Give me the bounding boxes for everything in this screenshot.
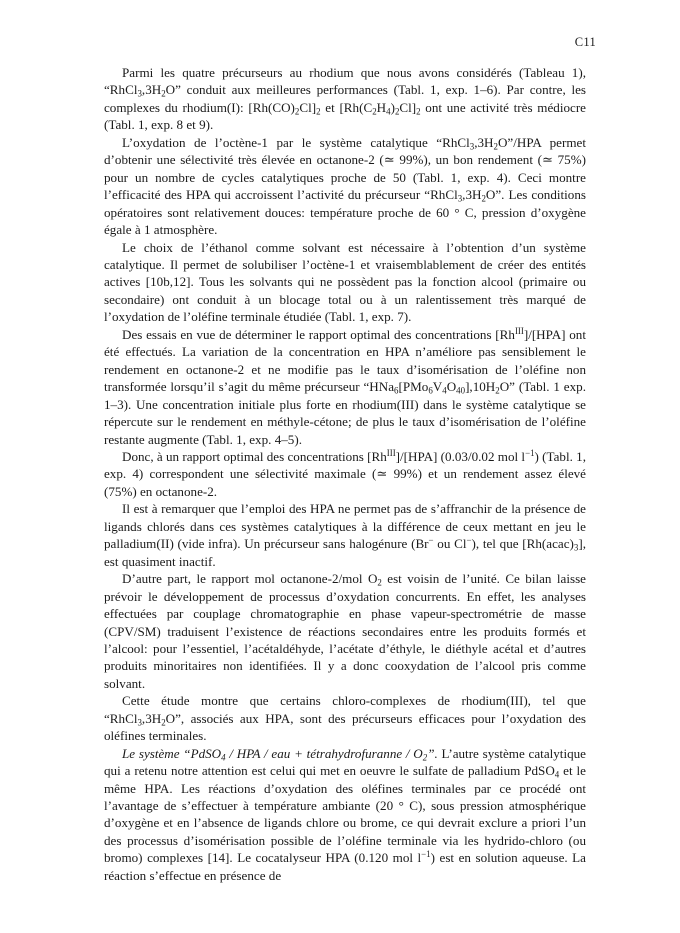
paragraph-oxygen-balance: D’autre part, le rapport mol octanone-2/mol $O_2$ est voisin de l’unité. Ce bilan laisse prévoir le développement de processus d’oxydation concurrents. En effet, les analyses effectuées par couplage chromatographie en phase vapeur-spectrométrie de masse (CPV/SM) traduisent l’existence de réactions secondaires entre les produits formés et l’alcool: pour l’essentiel, l’acétaldéhyde, l’acétate d’éthyle, le diéthyle acétal et d’autres produits minoritaires non identifiées. Il y a donc cooxydation de l’alcool pris comme solvant.	[104, 571, 586, 691]
paragraph-chlorinated-ligands: Il est à remarquer que l’emploi des HPA ne permet pas de s’affranchir de la présence de ligands chlorés dans ces systèmes catalytiques à la différence de ceux mettant en jeu le palladium(II) (vide infra). Un précurseur sans halogénure (Br− ou Cl−), tel que $[Rh(acac)_3]$, est quasiment inactif.	[104, 501, 586, 569]
paragraph-concentration-ratio: Des essais en vue de déterminer le rapport optimal des concentrations $[Rh^{III}]/[HPA]$ ont été effectués. La variation de la concentration en HPA n’améliore pas sensiblement le rendement en octanone-2 et ne modifie pas le taux d’isomérisation de l’oléfine non transformée lorsqu’il s’agit du même précurseur “$HNa_6[PMo_6V_4O_{40}],10H_2O$” (Tabl. 1 exp. 1–3). Une concentration initiale plus forte en rhodium(III) dans le système catalytique se répercute sur le rendement en méthyle-cétone; de plus le taux d’isomérisation de l’oléfine restante augmente (Tabl. 1, exp. 4–5).	[104, 325, 586, 447]
page-number: C11	[574, 35, 596, 49]
section-run-in-heading: Le système “PdSO$_4$ / HPA / eau + tétrahydrofuranne / $O_2$”.	[122, 745, 438, 763]
paragraph-rhodium-precursors: Parmi les quatre précurseurs au rhodium que nous avons considérés (Tableau 1), “$RhCl_3,3H_2O$” conduit aux meilleures performances (Tabl. 1, exp. 1–6). Par contre, les complexes du rhodium(I): $[Rh(CO)_2Cl]_2$ et $[Rh(C_2H_4)_2Cl]_2$ ont une activité très médiocre (Tabl. 1, exp. 8 et 9).	[104, 65, 586, 133]
paragraph-palladium-system: Le système “PdSO$_4$ / HPA / eau + tétrahydrofuranne / $O_2$”. L’autre système catalytique qui a retenu notre attention est celui qui met en oeuvre le sulfate de palladium PdSO$_4$ et le même HPA. Les réactions d’oxydation des oléfines terminales par ce procédé ont l’avantage de s’effectuer à température ambiante (20 ° C), sous pression atmosphérique d’oxygène et en l’absence de ligands chlore ou brome, ce qui devrait exclure a priori l’un des processus d’isomérisation possible de l’oléfine terminale via les hydrido-chloro (ou bromo) complexes [14]. Le cocatalyseur HPA (0.120 mol $l^{-1}$) est en solution aqueuse. La réaction s’effectue en présence de	[104, 745, 586, 883]
paragraph-optimal-ratio: Donc, à un rapport optimal des concentrations $[Rh^{III}]/[HPA]$ (0.03/0.02 mol $l^{-1}$) (Tabl. 1, exp. 4) correspondent une sélectivité maximale (≃ 99%) et un rendement assez élevé (75%) en octanone-2.	[104, 448, 586, 499]
paragraph-ethanol-solvent: Le choix de l’éthanol comme solvant est nécessaire à l’obtention d’un système catalytique. Il permet de solubiliser l’octène-1 et vraisemblablement de créer des entités actives [10b,12]. Tous les solvants qui ne possèdent pas la fonction alcool (primaire ou secondaire) ont conduit à un blocage total ou à un ralentissement très marqué de l’oxydation de l’oléfine terminale étudiée (Tabl. 1, exp. 7).	[104, 239, 586, 325]
article-body	[104, 64, 586, 884]
paragraph-octene-oxidation: L’oxydation de l’octène-1 par le système catalytique “$RhCl_3,3H_2O$”/HPA permet d’obtenir une sélectivité très élevée en octanone-2 (≃ 99%), un bon rendement (≃ 75%) pour un nombre de cycles catalytiques proche de 50 (Tabl. 1, exp. 4). Ceci montre l’efficacité des HPA qui accroissent l’activité du précurseur “$RhCl_3,3H_2O$”. Les conditions opératoires sont relativement douces: température proche de 60 ° C, pression d’oxygène égale à 1 atmosphère.	[104, 134, 586, 238]
paragraph-study-conclusion: Cette étude montre que certains chloro-complexes de rhodium(III), tel que “$RhCl_3,3H_2O$”, associés aux HPA, sont des précurseurs efficaces pour l’oxydation des oléfines terminales.	[104, 693, 586, 744]
